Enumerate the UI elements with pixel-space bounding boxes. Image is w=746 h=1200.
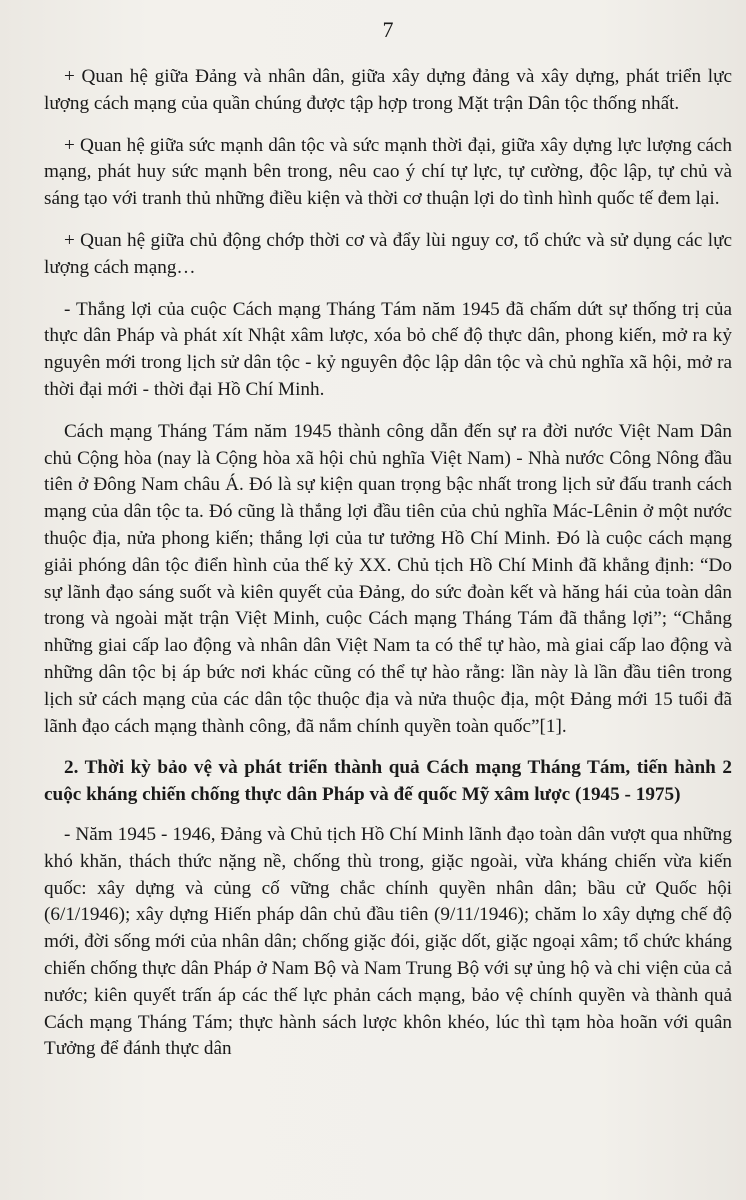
paragraph-national-strength-relation: + Quan hệ giữa sức mạnh dân tộc và sức mạnh thời đại, giữa xây dựng lực lượng cách mạng, phát huy sức mạnh bên trong, nêu cao ý chí tự lực, tự cường, độc lập, tự chủ và sáng tạo với tranh thủ những điều kiện và thời cơ thuận lợi do tình hình quốc tế đem lại. (44, 134, 732, 210)
paragraph-opportunity-relation: + Quan hệ giữa chủ động chớp thời cơ và đẩy lùi nguy cơ, tổ chức và sử dụng các lực lượng cách mạng… (44, 229, 732, 278)
page-number: 7 (382, 17, 394, 42)
section-heading: 2. Thời kỳ bảo vệ và phát triển thành quả Cách mạng Tháng Tám, tiến hành 2 cuộc kháng chiến chống thực dân Pháp và đế quốc Mỹ xâm lược (1945 - 1975) (44, 757, 732, 806)
paragraph-august-revolution-success: Cách mạng Tháng Tám năm 1945 thành công dẫn đến sự ra đời nước Việt Nam Dân chủ Cộng hòa (nay là Cộng hòa xã hội chủ nghĩa Việt Nam) - Nhà nước Công Nông đầu tiên ở Đông Nam châu Á. Đó là sự kiện quan trọng bậc nhất trong lịch sử đấu tranh cách mạng của dân tộc ta. Đó cũng là thắng lợi đầu tiên của chủ nghĩa Mác-Lênin ở một nước thuộc địa, nửa phong kiến; thắng lợi của tư tưởng Hồ Chí Minh. Đó là cuộc cách mạng giải phóng dân tộc điển hình của thế kỷ XX. Chủ tịch Hồ Chí Minh đã khẳng định: “Do sự lãnh đạo sáng suốt và kiên quyết của Đảng, do sức đoàn kết và hăng hái của toàn dân trong và ngoài mặt trận Việt Minh, cuộc Cách mạng Tháng Tám đã thắng lợi”; “Chẳng những giai cấp lao động và nhân dân Việt Nam ta có thể tự hào, mà giai cấp lao động và những dân tộc bị áp bức nơi khác cũng có thể tự hào rằng: lần này là lần đầu tiên trong lịch sử cách mạng của các dân tộc thuộc địa và nửa thuộc địa, một Đảng mới 15 tuổi đã lãnh đạo cách mạng thành công, đã nắm chính quyền toàn quốc”[1]. (44, 420, 732, 737)
paragraph-party-people-relation: + Quan hệ giữa Đảng và nhân dân, giữa xây dựng đảng và xây dựng, phát triển lực lượng cách mạng của quần chúng được tập hợp trong Mặt trận Dân tộc thống nhất. (44, 66, 732, 114)
paragraph-august-revolution-victory: - Thắng lợi của cuộc Cách mạng Tháng Tám năm 1945 đã chấm dứt sự thống trị của thực dân Pháp và phát xít Nhật xâm lược, xóa bỏ chế độ thực dân, phong kiến, mở ra kỷ nguyên mới trong lịch sử dân tộc - kỷ nguyên độc lập dân tộc và chủ nghĩa xã hội, mở ra thời đại mới - thời đại Hồ Chí Minh. (44, 298, 732, 400)
paragraph-1945-1946: - Năm 1945 - 1946, Đảng và Chủ tịch Hồ Chí Minh lãnh đạo toàn dân vượt qua những khó khăn, thách thức nặng nề, chống thù trong, giặc ngoài, vừa kháng chiến vừa kiến quốc: xây dựng và củng cố vững chắc chính quyền nhân dân; bầu cử Quốc hội (6/1/1946); xây dựng Hiến pháp dân chủ đầu tiên (9/11/1946); chăm lo xây dựng chế độ mới, đời sống mới của nhân dân; chống giặc đói, giặc dốt, giặc ngoại xâm; tổ chức kháng chiến chống thực dân Pháp ở Nam Bộ và Nam Trung Bộ với sự ủng hộ và chi viện của cả nước; kiên quyết trấn áp các thế lực phản cách mạng, bảo vệ chính quyền và thành quả Cách mạng Tháng Tám; thực hành sách lược khôn khéo, lúc thì tạm hòa hoãn với quân Tưởng để đánh thực dân (44, 823, 732, 1060)
